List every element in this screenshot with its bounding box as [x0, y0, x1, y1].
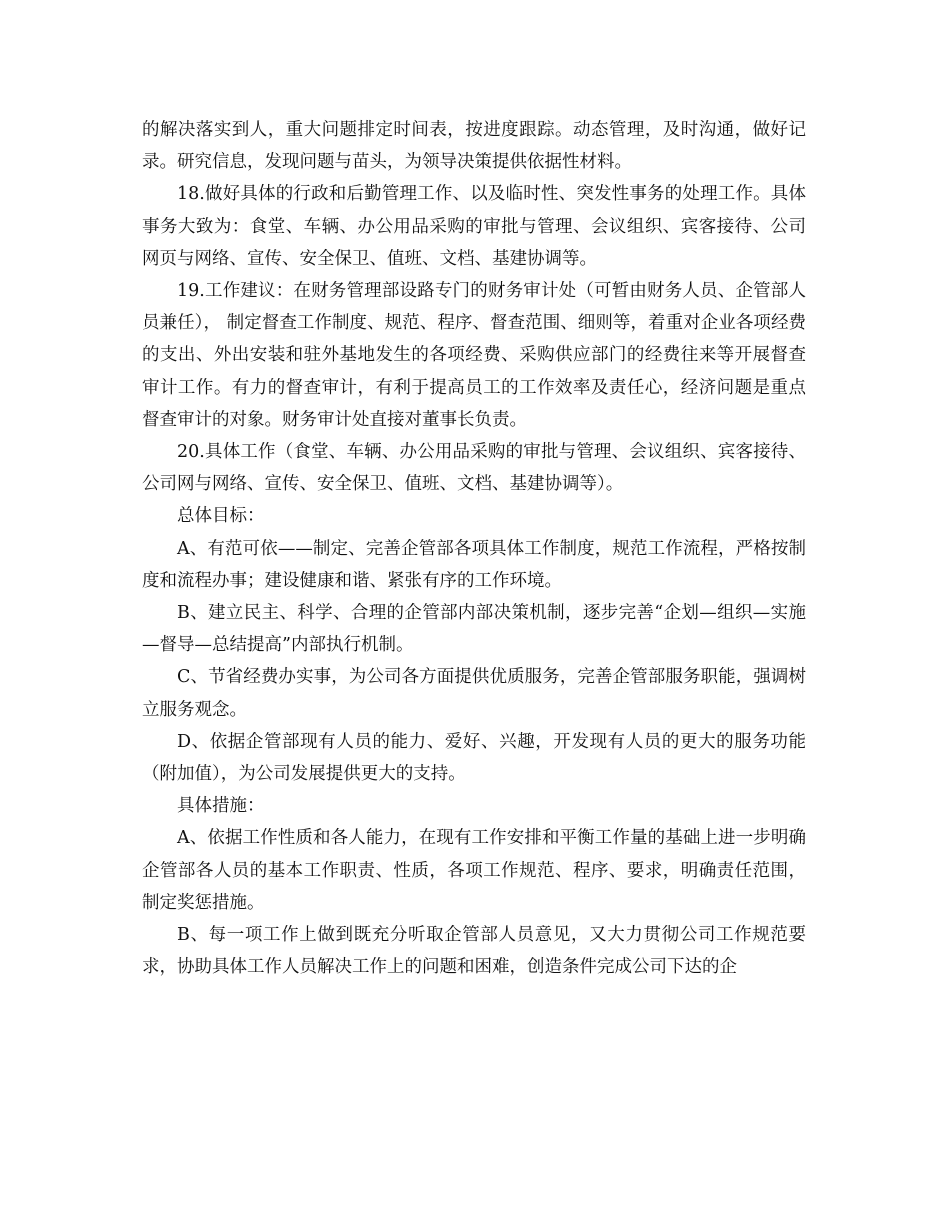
- heading-specific-measures: 具体措施：: [177, 796, 265, 817]
- goal-a: A、有范可依——制定、完善企管部各项具体工作制度，规范工作流程，严格按制度和流程办事；建设健康和谐、紧张有序的工作环境。: [142, 538, 806, 591]
- measure-a: A、依据工作性质和各人能力，在现有工作安排和平衡工作量的基础上进一步明确企管部各人员的基本工作职责、性质，各项工作规范、程序、要求，明确责任范围，制定奖惩措施。: [142, 828, 806, 913]
- paragraph-item-19: 19.工作建议：在财务管理部设路专门的财务审计处（可暂由财务人员、企管部人员兼任）， 制定督查工作制度、规范、程序、督查范围、细则等，着重对企业各项经费的支出、外出安装和驻外基地发生的各项经费、采购供应部门的经费往来等开展督查审计工作。有力的督查审计，有利于提高员工的工作效率及责任心，经济问题是重点督查审计的对象。财务审计处直接对董事长负责。: [142, 281, 806, 430]
- heading-overall-goals: 总体目标：: [177, 506, 265, 527]
- goal-c: C、节省经费办实事，为公司各方面提供优质服务，完善企管部服务职能，强调树立服务观念。: [142, 667, 806, 720]
- goal-b: B、建立民主、科学、合理的企管部内部决策机制，逐步完善“企划—组织—实施—督导—总结提高”内部执行机制。: [142, 603, 806, 656]
- paragraph-item-20: 20.具体工作（食堂、车辆、办公用品采购的审批与管理、会议组织、宾客接待、公司网与网络、宣传、安全保卫、值班、文档、基建协调等）。: [142, 442, 806, 495]
- document-page: [142, 114, 806, 983]
- paragraph-continuation: 的解决落实到人，重大问题排定时间表，按进度跟踪。动态管理，及时沟通，做好记录。研究信息，发现问题与苗头，为领导决策提供依据性材料。: [142, 120, 806, 173]
- goal-d: D、依据企管部现有人员的能力、爱好、兴趣，开发现有人员的更大的服务功能（附加值），为公司发展提供更大的支持。: [142, 731, 806, 785]
- paragraph-item-18: 18.做好具体的行政和后勤管理工作、以及临时性、突发性事务的处理工作。具体事务大致为：食堂、车辆、办公用品采购的审批与管理、会议组织、宾客接待、公司网页与网络、宣传、安全保卫、值班、文档、基建协调等。: [142, 184, 806, 269]
- measure-b: B、每一项工作上做到既充分听取企管部人员意见，又大力贯彻公司工作规范要求，协助具体工作人员解决工作上的问题和困难，创造条件完成公司下达的企: [142, 925, 806, 978]
